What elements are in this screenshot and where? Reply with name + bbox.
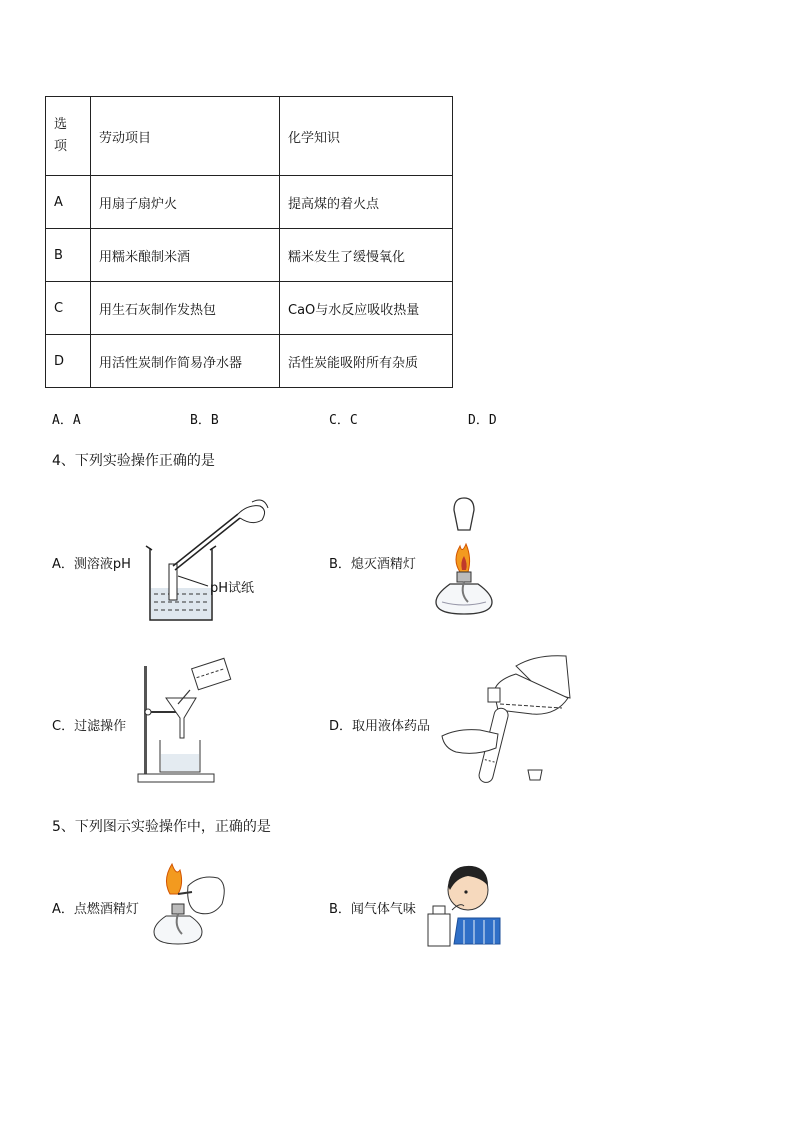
smell-gas-illustration bbox=[424, 856, 504, 950]
header-option: 选项 bbox=[46, 97, 91, 176]
row-task: 用扇子扇炉火 bbox=[91, 176, 280, 229]
alcohol-lamp-extinguish-illustration bbox=[430, 498, 500, 618]
q3-option-a[interactable]: A．A bbox=[52, 413, 81, 428]
question-table bbox=[45, 96, 453, 388]
q5-title: 5、下列图示实验操作中，正确的是 bbox=[52, 819, 271, 835]
ph-test-illustration bbox=[140, 496, 280, 626]
row-knowledge: CaO与水反应吸收热量 bbox=[280, 282, 453, 335]
row-option: A bbox=[46, 176, 91, 229]
row-task: 用糯米酿制米酒 bbox=[91, 229, 280, 282]
q3-option-d[interactable]: D．D bbox=[468, 413, 497, 428]
table-row bbox=[46, 176, 453, 229]
q4-option-a[interactable]: A．测溶液pH bbox=[52, 557, 131, 572]
row-task: 用活性炭制作简易净水器 bbox=[91, 335, 280, 388]
ph-paper-label: pH试纸 bbox=[210, 581, 255, 596]
filtration-illustration bbox=[138, 660, 238, 784]
row-option: C bbox=[46, 282, 91, 335]
q4-option-b[interactable]: B．熄灭酒精灯 bbox=[329, 557, 416, 572]
row-option: B bbox=[46, 229, 91, 282]
q4-title: 4、下列实验操作正确的是 bbox=[52, 453, 215, 469]
q4-option-c[interactable]: C．过滤操作 bbox=[52, 719, 127, 734]
table-row bbox=[46, 282, 453, 335]
q3-option-c[interactable]: C．C bbox=[329, 413, 358, 428]
q5-option-a[interactable]: A．点燃酒精灯 bbox=[52, 902, 139, 917]
light-alcohol-lamp-illustration bbox=[148, 860, 232, 950]
row-option: D bbox=[46, 335, 91, 388]
header-task: 劳动项目 bbox=[91, 97, 280, 176]
row-task: 用生石灰制作发热包 bbox=[91, 282, 280, 335]
pour-liquid-illustration bbox=[436, 652, 576, 786]
q3-option-b[interactable]: B．B bbox=[190, 413, 219, 428]
row-knowledge: 活性炭能吸附所有杂质 bbox=[280, 335, 453, 388]
row-knowledge: 提高煤的着火点 bbox=[280, 176, 453, 229]
table-header-row bbox=[46, 97, 453, 176]
q4-option-d[interactable]: D．取用液体药品 bbox=[329, 719, 431, 734]
table-row bbox=[46, 229, 453, 282]
row-knowledge: 糯米发生了缓慢氧化 bbox=[280, 229, 453, 282]
header-knowledge: 化学知识 bbox=[280, 97, 453, 176]
q5-option-b[interactable]: B．闻气体气味 bbox=[329, 902, 416, 917]
table-row bbox=[46, 335, 453, 388]
